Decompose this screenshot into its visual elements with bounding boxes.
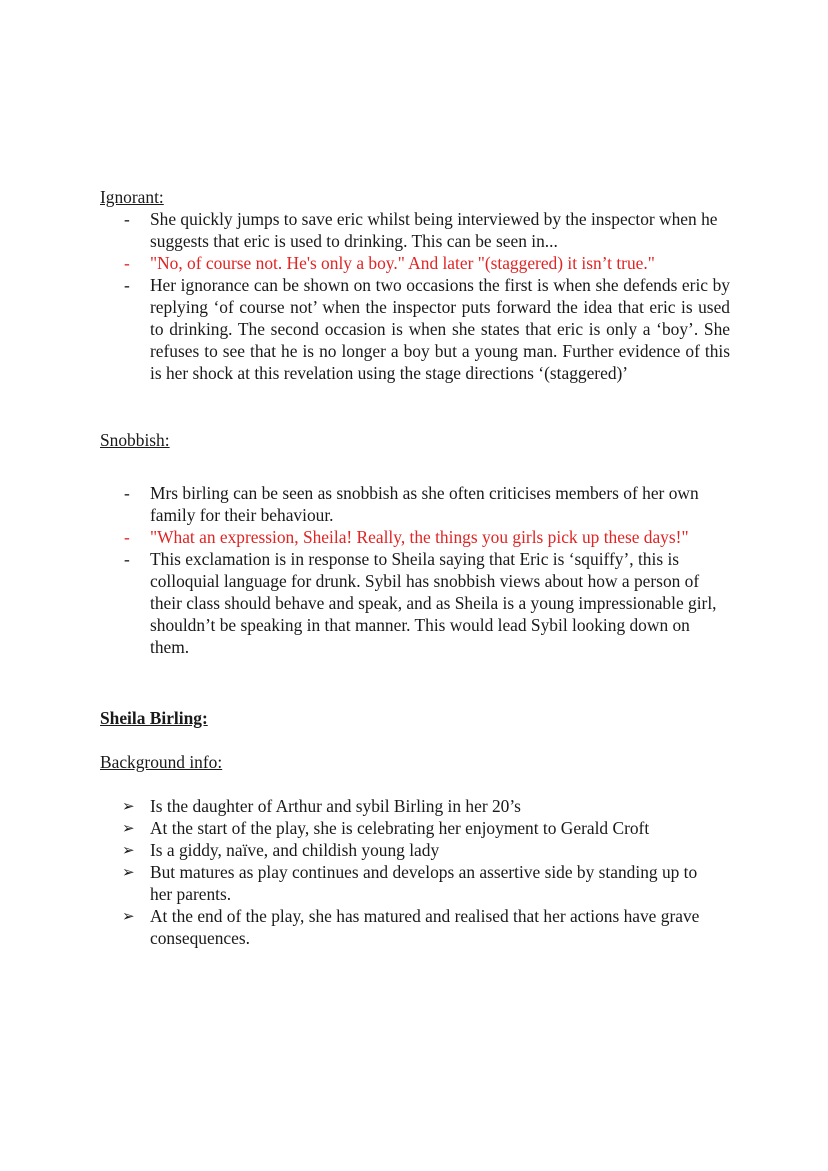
- list-item: - She quickly jumps to save eric whilst being interviewed by the inspector when he suggests that eric is used to drinking. This can be seen in...: [100, 208, 730, 252]
- snobbish-heading: Snobbish:: [100, 430, 170, 450]
- arrow-bullet-icon: ➢: [122, 797, 135, 815]
- ignorant-list: [100, 208, 730, 384]
- list-item-text: At the start of the play, she is celebrating her enjoyment to Gerald Croft: [150, 818, 650, 838]
- quote-item: - "No, of course not. He's only a boy." And later "(staggered) it isn’t true.": [100, 252, 730, 274]
- background-info-heading: Background info:: [100, 752, 223, 772]
- list-item: [100, 817, 730, 839]
- snobbish-section: [100, 429, 730, 658]
- arrow-bullet-icon: ➢: [122, 841, 135, 859]
- list-item-text: Is the daughter of Arthur and sybil Birling in her 20’s: [150, 796, 521, 816]
- list-item: [100, 839, 730, 861]
- list-item: - Her ignorance can be shown on two occasions the first is when she defends eric by replying ‘of course not’ when the inspector puts forward the idea that eric is used to drinking. The second occasion is when she states that eric is only a ‘boy’. She refuses to see that he is no longer a boy but a young man. Further evidence of this is her shock at this revelation using the stage directions ‘(staggered)’: [100, 274, 730, 384]
- ignorant-heading: Ignorant:: [100, 187, 164, 207]
- list-item-text: At the end of the play, she has matured and realised that her actions have grave consequences.: [150, 906, 700, 948]
- sheila-section: [100, 707, 730, 949]
- background-info-list: [100, 795, 730, 949]
- quote-item: - "What an expression, Sheila! Really, the things you girls pick up these days!": [100, 526, 730, 548]
- sheila-heading: Sheila Birling:: [100, 708, 208, 728]
- arrow-bullet-icon: ➢: [122, 819, 135, 837]
- list-item: - Mrs birling can be seen as snobbish as she often criticises members of her own family for their behaviour.: [100, 482, 710, 526]
- list-item: - This exclamation is in response to Sheila saying that Eric is ‘squiffy’, this is colloquial language for drunk. Sybil has snobbish views about how a person of their class should behave and speak, and as Sheila is a young impressionable girl, shouldn’t be speaking in that manner. This would lead Sybil looking down on them.: [100, 548, 720, 658]
- list-item-text: Is a giddy, naïve, and childish young lady: [150, 840, 440, 860]
- ignorant-section: [100, 186, 730, 384]
- snobbish-list: [100, 482, 730, 658]
- list-item: [100, 795, 730, 817]
- arrow-bullet-icon: ➢: [122, 907, 135, 925]
- list-item-text: But matures as play continues and develops an assertive side by standing up to her parents.: [150, 862, 698, 904]
- list-item: [100, 861, 720, 905]
- arrow-bullet-icon: ➢: [122, 863, 135, 881]
- list-item: [100, 905, 710, 949]
- document-page: [100, 186, 730, 949]
